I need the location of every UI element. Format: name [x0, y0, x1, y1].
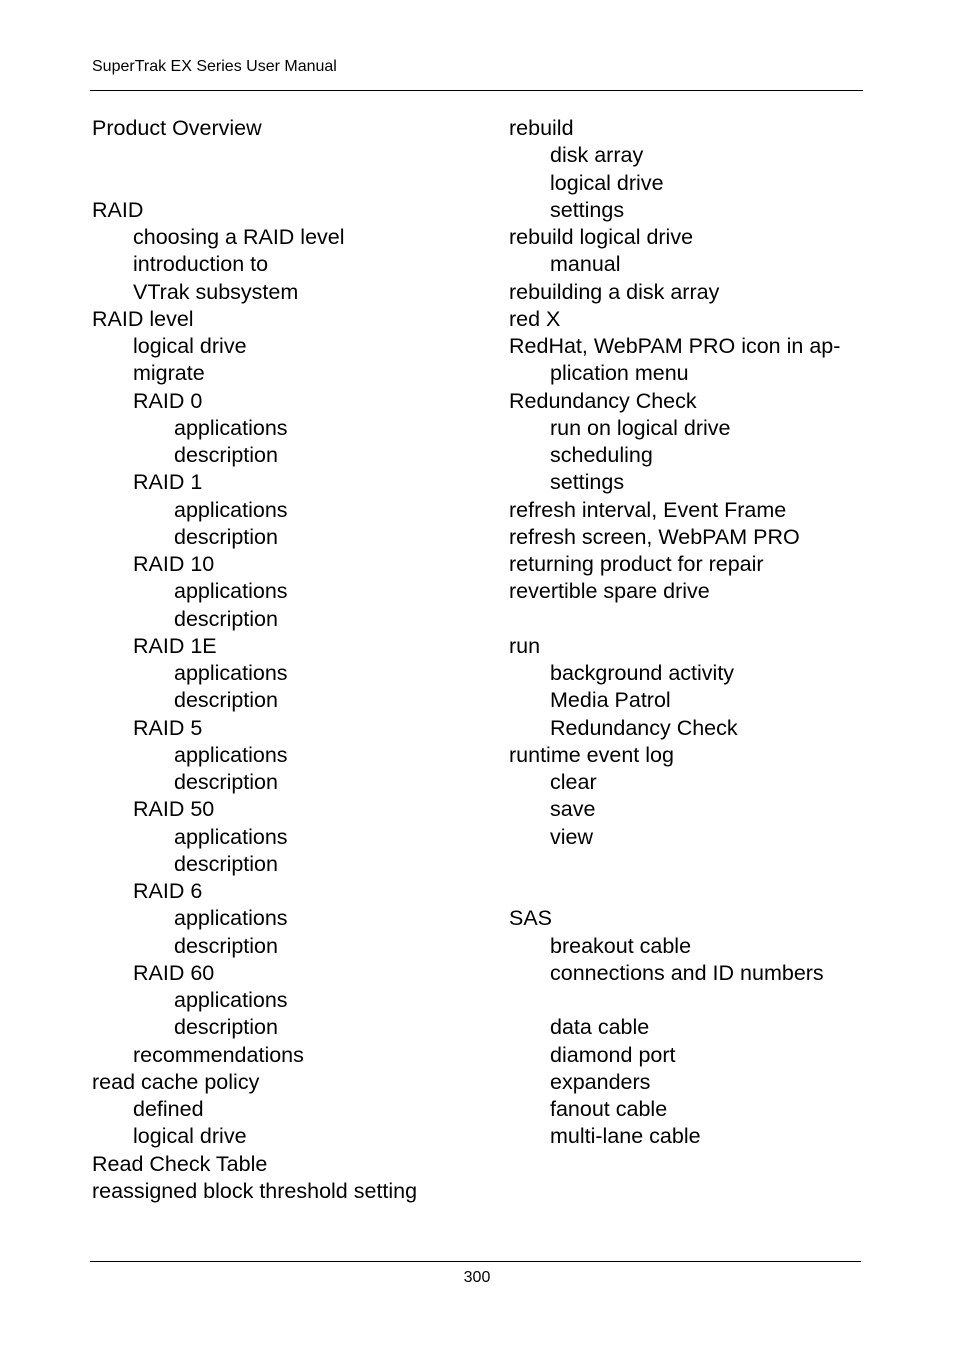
index-entry: description	[174, 1015, 278, 1040]
index-entry: SAS	[509, 906, 553, 931]
index-entry: applications	[174, 824, 288, 849]
index-entry: description	[174, 524, 278, 549]
index-entry: applications	[174, 988, 288, 1012]
index-entry: RAID 0	[133, 388, 203, 413]
index-entry: description	[174, 443, 278, 467]
index-entry: view	[550, 824, 594, 849]
index-entry: RedHat, WebPAM PRO icon in ap-	[509, 334, 841, 358]
index-entry: background activity	[550, 661, 735, 685]
index-entry: run on logical drive	[550, 415, 731, 440]
index-entry: Redundancy Check	[550, 715, 738, 740]
index-spacer	[509, 606, 869, 633]
index-entry: plication menu	[550, 361, 689, 386]
index-entry: reassigned block threshold setting	[92, 1178, 418, 1203]
index-entry: fanout cable	[550, 1097, 668, 1121]
index-entry: read cache policy	[92, 1069, 260, 1094]
index-entry: logical drive	[550, 170, 664, 195]
index-entry: VTrak subsystem	[133, 279, 299, 304]
index-entry: description	[174, 770, 278, 794]
header-divider	[90, 90, 863, 91]
index-entry: rebuild	[509, 116, 574, 140]
index-spacer	[509, 878, 869, 905]
index-entry: RAID level	[92, 306, 194, 331]
index-entry: applications	[174, 742, 288, 767]
index-entry: refresh interval, Event Frame	[509, 497, 787, 522]
index-entry: RAID 10	[133, 552, 215, 576]
index-entry: settings	[550, 197, 625, 222]
index-entry: refresh screen, WebPAM PRO	[509, 524, 800, 549]
index-entry: clear	[550, 770, 597, 794]
index-entry: description	[174, 933, 278, 958]
index-entry: applications	[174, 579, 288, 604]
index-entry: rebuilding a disk array	[509, 279, 720, 304]
index-entry: diamond port	[550, 1042, 676, 1067]
index-entry: manual	[550, 252, 621, 277]
index-entry: RAID 6	[133, 879, 203, 903]
index-spacer	[92, 170, 482, 197]
index-entry: recommendations	[133, 1042, 304, 1067]
index-entry: choosing a RAID level	[133, 225, 345, 249]
index-entry: multi-lane cable	[550, 1124, 701, 1149]
index-entry: Media Patrol	[550, 688, 671, 713]
page-number: 300	[463, 1269, 491, 1286]
footer-divider	[90, 1261, 861, 1262]
index-entry: expanders	[550, 1069, 651, 1094]
index-entry: applications	[174, 906, 288, 931]
index-entry: logical drive	[133, 1124, 247, 1149]
index-column-left	[92, 115, 482, 1205]
index-entry: settings	[550, 470, 625, 495]
index-entry: red X	[509, 306, 561, 331]
index-spacer	[509, 987, 869, 1014]
index-entry: breakout cable	[550, 933, 692, 958]
index-entry: save	[550, 797, 596, 822]
index-entry: Read Check Table	[92, 1151, 268, 1176]
manual-title: SuperTrak EX Series User Manual	[92, 58, 337, 75]
index-entry: RAID 5	[133, 715, 203, 740]
index-entry: data cable	[550, 1015, 650, 1040]
index-entry: RAID	[92, 197, 144, 222]
index-entry: disk array	[550, 143, 644, 168]
index-entry: migrate	[133, 361, 205, 386]
index-entry: RAID 1	[133, 470, 203, 495]
index-entry: description	[174, 606, 278, 631]
index-entry: run	[509, 633, 541, 658]
index-entry: RAID 1E	[133, 633, 217, 658]
index-spacer	[509, 851, 869, 878]
index-entry: defined	[133, 1097, 204, 1121]
index-entry: Product Overview	[92, 116, 262, 140]
index-entry: connections and ID numbers	[550, 960, 824, 985]
index-entry: runtime event log	[509, 742, 674, 767]
index-entry: returning product for repair	[509, 552, 764, 576]
index-entry: applications	[174, 497, 288, 522]
index-entry: revertible spare drive	[509, 579, 710, 604]
index-entry: description	[174, 688, 278, 713]
index-entry: introduction to	[133, 252, 269, 277]
index-entry: logical drive	[133, 334, 247, 358]
index-entry: rebuild logical drive	[509, 225, 694, 249]
index-entry: applications	[174, 415, 288, 440]
index-entry: description	[174, 851, 278, 876]
index-entry: RAID 60	[133, 960, 215, 985]
index-column-right	[509, 115, 869, 1151]
index-spacer	[92, 142, 482, 169]
index-entry: Redundancy Check	[509, 388, 697, 413]
index-entry: RAID 50	[133, 797, 215, 822]
index-entry: scheduling	[550, 443, 653, 467]
index-entry: applications	[174, 661, 288, 685]
